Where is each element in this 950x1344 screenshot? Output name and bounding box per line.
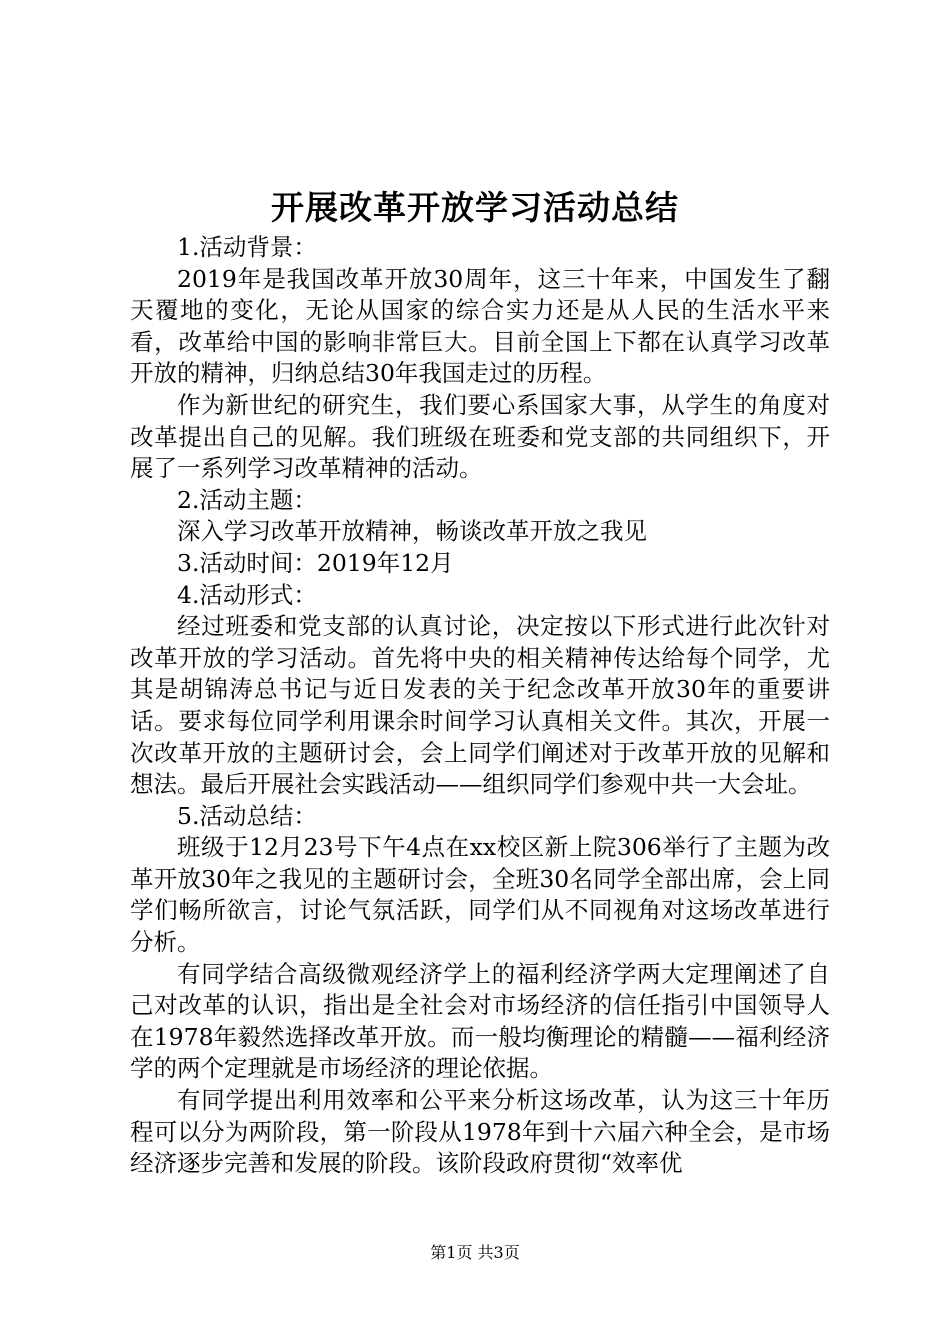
paragraph-heading-background: 1.活动背景： [177,233,317,261]
page-footer: 第1页 共3页 [430,1243,520,1262]
paragraph: 有同学结合高级微观经济学上的福利经济学两大定理阐述了自己对改革的认识，指出是全社会对市场经济的信任指引中国领导人在1978年毅然选择改革开放。而一般均衡理论的精髓——福利经济学的两个定理就是市场经济的理论依据。 [130,959,830,1083]
paragraph-heading-time: 3.活动时间：2019年12月 [177,548,454,577]
paragraph-heading-summary: 5.活动总结： [177,801,317,830]
paragraph: 经过班委和党支部的认真讨论，决定按以下形式进行此次针对改革开放的学习活动。首先将中央的相关精神传达给每个同学，尤其是胡锦涛总书记与近日发表的关于纪念改革开放30年的重要讲话。要求每位同学利用课余时间学习认真相关文件。其次，开展一次改革开放的主题研讨会，会上同学们阐述对于改革开放的见解和想法。最后开展社会实践活动——组织同学们参观中共一大会址。 [130,612,830,799]
paragraph: 班级于12月23号下午4点在xx校区新上院306举行了主题为改革开放30年之我见的主题研讨会，全班30名同学全部出席，会上同学们畅所欲言，讨论气氛活跃，同学们从不同视角对这场改革进行分析。 [130,833,830,957]
paragraph: 作为新世纪的研究生，我们要心系国家大事，从学生的角度对改革提出自己的见解。我们班级在班委和党支部的共同组织下，开展了一系列学习改革精神的活动。 [130,390,830,483]
paragraph: 深入学习改革开放精神，畅谈改革开放之我见 [177,517,647,546]
paragraph-heading-form: 4.活动形式： [177,580,317,609]
paragraph-heading-theme: 2.活动主题： [177,485,317,514]
paragraph: 2019年是我国改革开放30周年，这三十年来，中国发生了翻天覆地的变化，无论从国家的综合实力还是从人民的生活水平来看，改革给中国的影响非常巨大。目前全国上下都在认真学习改革开放的精神，归纳总结30年我国走过的历程。 [130,264,830,388]
paragraph: 有同学提出利用效率和公平来分析这场改革，认为这三十年历程可以分为两阶段，第一阶段从1978年到十六届六种全会，是市场经济逐步完善和发展的阶段。该阶段政府贯彻“效率优 [130,1086,830,1178]
document-body [130,232,830,1180]
document-title: 开展改革开放学习活动总结 [271,188,679,227]
